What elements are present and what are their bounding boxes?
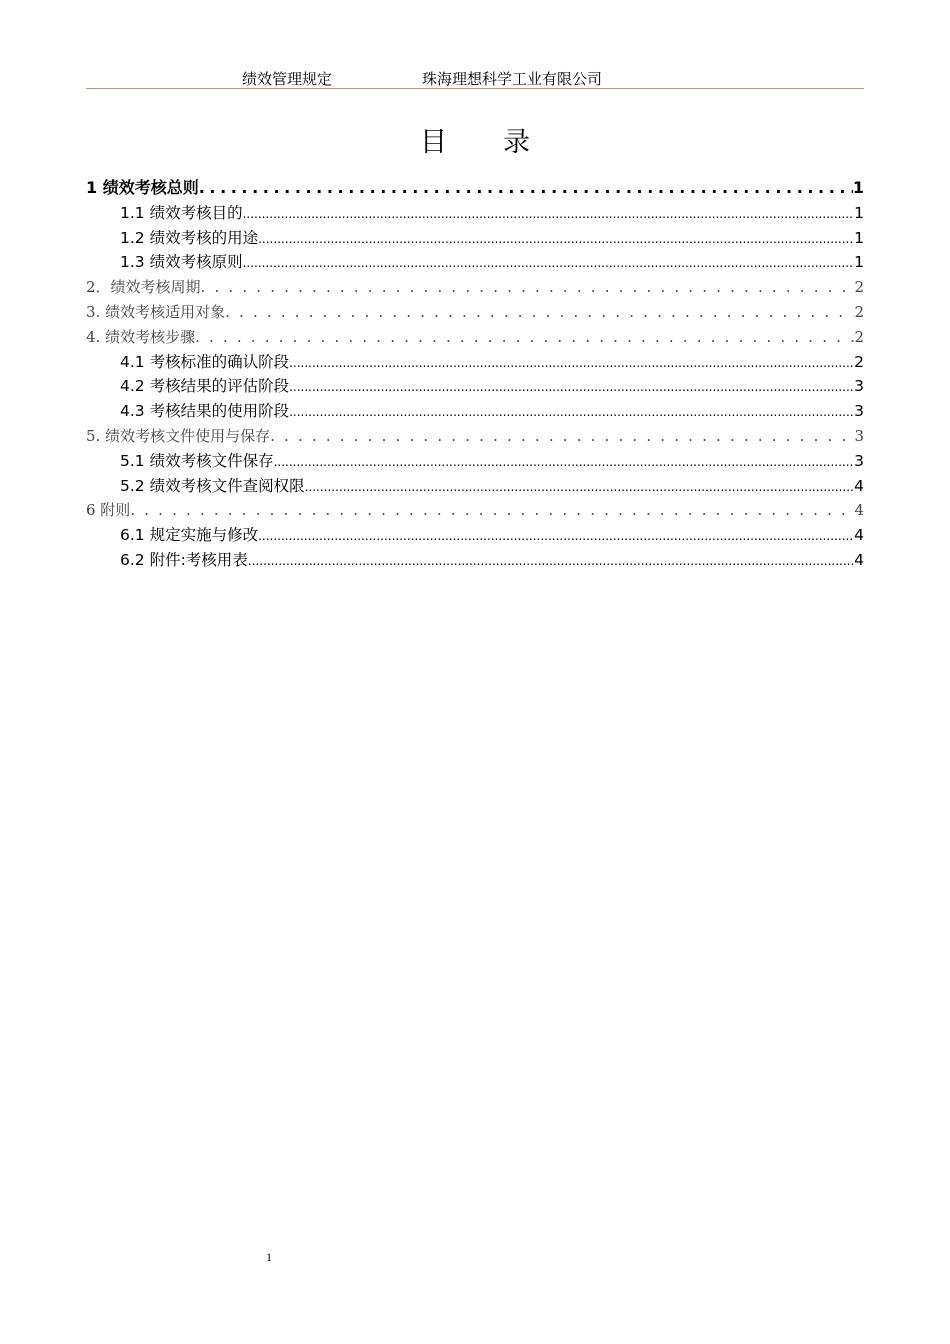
toc-leader [248, 548, 854, 574]
toc-entry[interactable] [86, 275, 864, 300]
toc-leader [289, 350, 854, 376]
toc-leader [201, 275, 855, 300]
header-company-name: 珠海理想科学工业有限公司 [422, 70, 603, 88]
toc-entry[interactable] [86, 474, 864, 499]
toc-entry-label: 6.1 规定实施与修改 [120, 526, 259, 545]
toc-entry-page: 3 [854, 402, 864, 421]
toc-entry[interactable] [86, 449, 864, 474]
toc-entry-label: 4.2 考核结果的评估阶段 [120, 377, 290, 396]
toc-entry-page: 2 [854, 352, 864, 371]
toc-leader [199, 176, 853, 201]
toc-entry-page: 2 [854, 327, 864, 346]
toc-entry[interactable] [86, 548, 864, 573]
toc-entry[interactable] [86, 176, 864, 201]
toc-entry[interactable] [86, 424, 864, 449]
toc-entry[interactable] [86, 201, 864, 226]
toc-entry[interactable] [86, 523, 864, 548]
toc-entry-label: 3. 绩效考核适用对象 [86, 302, 226, 321]
toc-entry[interactable] [86, 300, 864, 325]
toc-entry-label: 4.3 考核结果的使用阶段 [120, 402, 290, 421]
toc-entry-page: 3 [854, 377, 864, 396]
toc-entry-page: 1 [852, 178, 864, 197]
toc-leader [270, 424, 854, 449]
toc-entry-label: 1.2 绩效考核的用途 [120, 228, 259, 247]
toc-entry-page: 4 [854, 501, 864, 520]
toc-entry-label: 2．绩效考核周期 [86, 278, 201, 297]
toc-entry-label: 4.1 考核标准的确认阶段 [120, 352, 290, 371]
toc-entry[interactable] [86, 325, 864, 350]
toc-entry-label: 4. 绩效考核步骤 [86, 327, 196, 346]
page-number: 1 [266, 1250, 272, 1264]
toc-entry-page: 3 [854, 426, 864, 445]
toc-entry-label: 6.2 附件:考核用表 [120, 550, 248, 569]
toc-leader [195, 325, 854, 350]
toc-leader [243, 250, 855, 276]
toc-entry-label: 1 绩效考核总则 [86, 178, 199, 197]
toc-leader [258, 226, 854, 252]
toc-entry-page: 1 [854, 203, 864, 222]
toc-leader [289, 374, 854, 400]
toc-entry[interactable] [86, 399, 864, 424]
toc-leader [225, 300, 854, 325]
table-of-contents [86, 176, 864, 573]
page-header [86, 66, 864, 89]
toc-entry-page: 4 [854, 476, 864, 495]
toc-entry-page: 2 [854, 278, 864, 297]
toc-entry[interactable] [86, 350, 864, 375]
toc-leader [243, 201, 855, 227]
toc-entry-page: 1 [854, 253, 864, 272]
toc-entry-page: 2 [854, 302, 864, 321]
toc-title: 目录 [420, 127, 586, 158]
toc-entry-label: 5. 绩效考核文件使用与保存 [86, 426, 271, 445]
toc-entry-page: 4 [854, 526, 864, 545]
header-doc-title: 绩效管理规定 [242, 70, 333, 88]
toc-leader [289, 399, 854, 425]
toc-entry[interactable] [86, 374, 864, 399]
toc-leader [274, 449, 855, 475]
toc-leader [130, 498, 854, 523]
toc-leader [305, 474, 855, 500]
toc-entry-page: 3 [854, 451, 864, 470]
toc-entry-page: 4 [854, 550, 864, 569]
toc-entry[interactable] [86, 250, 864, 275]
toc-entry-page: 1 [854, 228, 864, 247]
toc-entry[interactable] [86, 226, 864, 251]
toc-entry-label: 1.3 绩效考核原则 [120, 253, 243, 272]
toc-entry-label: 6 附则 [86, 501, 131, 520]
toc-entry-label: 5.2 绩效考核文件查阅权限 [120, 476, 305, 495]
toc-entry[interactable] [86, 498, 864, 523]
toc-entry-label: 1.1 绩效考核目的 [120, 203, 243, 222]
toc-entry-label: 5.1 绩效考核文件保存 [120, 451, 274, 470]
toc-leader [258, 523, 854, 549]
